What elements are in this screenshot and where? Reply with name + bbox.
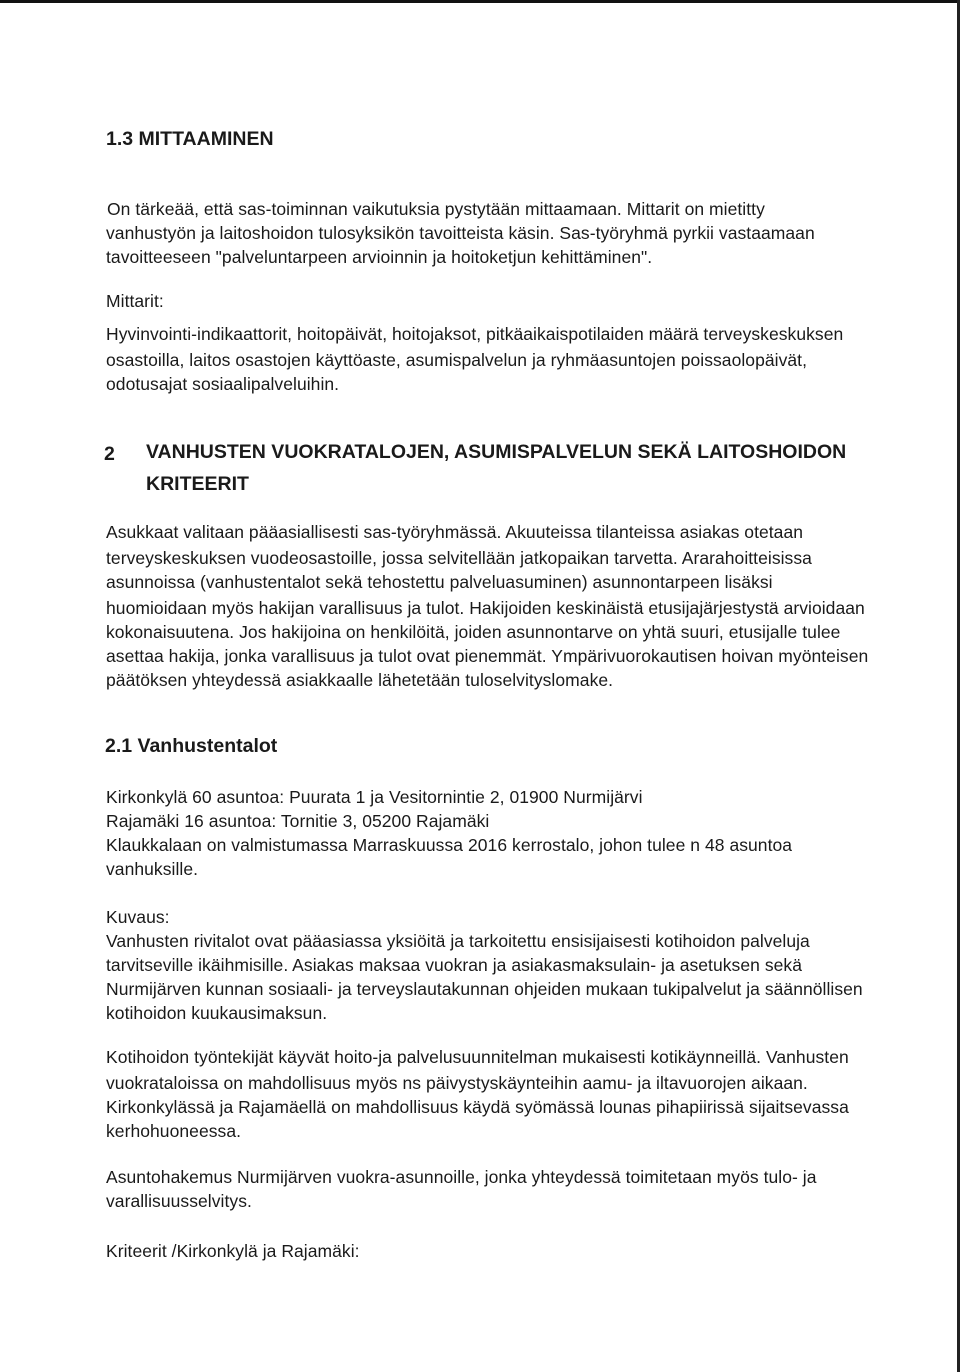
paragraph-line: asunnoissa (vanhustentalot sekä tehostettu palveluasuminen) asunnontarpeen lisäksi: [106, 572, 773, 592]
paragraph-line: huomioidaan myös hakijan varallisuus ja tulot. Hakijoiden keskinäistä etusijajärjestystä arvioidaan: [106, 598, 865, 618]
section-2-heading-line1: VANHUSTEN VUOKRATALOJEN, ASUMISPALVELUN SEKÄ LAITOSHOIDON: [146, 441, 847, 463]
section-2-heading-line2: KRITEERIT: [146, 473, 249, 495]
address-line: Kirkonkylä 60 asuntoa: Puurata 1 ja Vesitornintie 2, 01900 Nurmijärvi: [106, 787, 643, 807]
address-line: Rajamäki 16 asuntoa: Tornitie 3, 05200 Rajamäki: [106, 811, 490, 831]
paragraph-line: Kirkonkylässä ja Rajamäellä on mahdollisuus käydä syömässä lounas pihapiirissä sijaitsevassa: [106, 1097, 849, 1117]
paragraph-line: On tärkeää, että sas-toiminnan vaikutuksia pystytään mittaamaan. Mittarit on mietitty: [107, 199, 765, 219]
paragraph-line: Asukkaat valitaan pääasiallisesti sas-työryhmässä. Akuuteissa tilanteissa asiakas otetaan: [106, 522, 804, 542]
paragraph-line: tarvitseville ikäihmisille. Asiakas maksaa vuokran ja asiakasmaksulain- ja asetuksen sekä: [106, 955, 802, 975]
paragraph-line: vanhustyön ja laitoshoidon tulosyksikön tavoitteista käsin. Sas-työryhmä pyrkii vastaamaan: [106, 223, 815, 243]
paragraph-line: terveyskeskuksen vuodeosastoille, jossa selvitellään jatkopaikan tarvetta. Ararahoitteisissa: [106, 548, 812, 568]
section-2-1-heading: 2.1 Vanhustentalot: [105, 735, 278, 757]
paragraph-line: Nurmijärven kunnan sosiaali- ja terveyslautakunnan ohjeiden mukaan tukipalvelut ja säännöllisen: [106, 979, 863, 999]
paragraph-line: päätöksen yhteydessä asiakkaalle lähetetään tuloselvityslomake.: [106, 670, 614, 690]
address-line: Klaukkalaan on valmistumassa Marraskuussa 2016 kerrostalo, johon tulee n 48 asuntoa: [106, 835, 793, 855]
mittarit-label: Mittarit:: [106, 291, 164, 311]
paragraph-line: kerhohuoneessa.: [106, 1121, 242, 1141]
section-1-3-heading: 1.3 MITTAAMINEN: [106, 128, 274, 150]
paragraph-line: tavoitteeseen "palveluntarpeen arvioinnin ja hoitoketjun kehittäminen".: [106, 247, 653, 267]
paragraph-line: kotihoidon kuukausimaksun.: [106, 1003, 328, 1023]
paragraph-line: Vanhusten rivitalot ovat pääasiassa yksiöitä ja tarkoitettu ensisijaisesti kotihoidon palveluja: [106, 931, 810, 951]
paragraph-line: Asuntohakemus Nurmijärven vuokra-asunnoille, jonka yhteydessä toimitetaan myös tulo- ja: [106, 1167, 817, 1187]
paragraph-line: vuokrataloissa on mahdollisuus myös ns päivystyskäynteihin aamu- ja iltavuorojen aikaan.: [106, 1073, 808, 1093]
paragraph-line: Hyvinvointi-indikaattorit, hoitopäivät, hoitojaksot, pitkäaikaispotilaiden määrä terveyskeskuksen: [106, 324, 844, 344]
paragraph-line: asettaa hakija, jonka varallisuus ja tulot ovat pienemmät. Ympärivuorokautisen hoivan myönteisen: [106, 646, 869, 666]
section-2-number: 2: [104, 443, 115, 465]
paragraph-line: Kotihoidon työntekijät käyvät hoito-ja palvelusuunnitelman mukaisesti kotikäynneillä. Vanhusten: [106, 1047, 849, 1067]
address-line: vanhuksille.: [106, 859, 199, 879]
kuvaus-label: Kuvaus:: [106, 907, 170, 927]
paragraph-line: osastoilla, laitos osastojen käyttöaste, asumispalvelun ja ryhmäasuntojen poissaolopäivät,: [106, 350, 808, 370]
paragraph-line: kokonaisuutena. Jos hakijoina on henkilöitä, joiden asunnontarve on yhtä suuri, etusijalle tulee: [106, 622, 841, 642]
kriteerit-label: Kriteerit /Kirkonkylä ja Rajamäki:: [106, 1241, 360, 1261]
paragraph-line: varallisuusselvitys.: [106, 1191, 252, 1211]
paragraph-line: odotusajat sosiaalipalveluihin.: [106, 374, 340, 394]
